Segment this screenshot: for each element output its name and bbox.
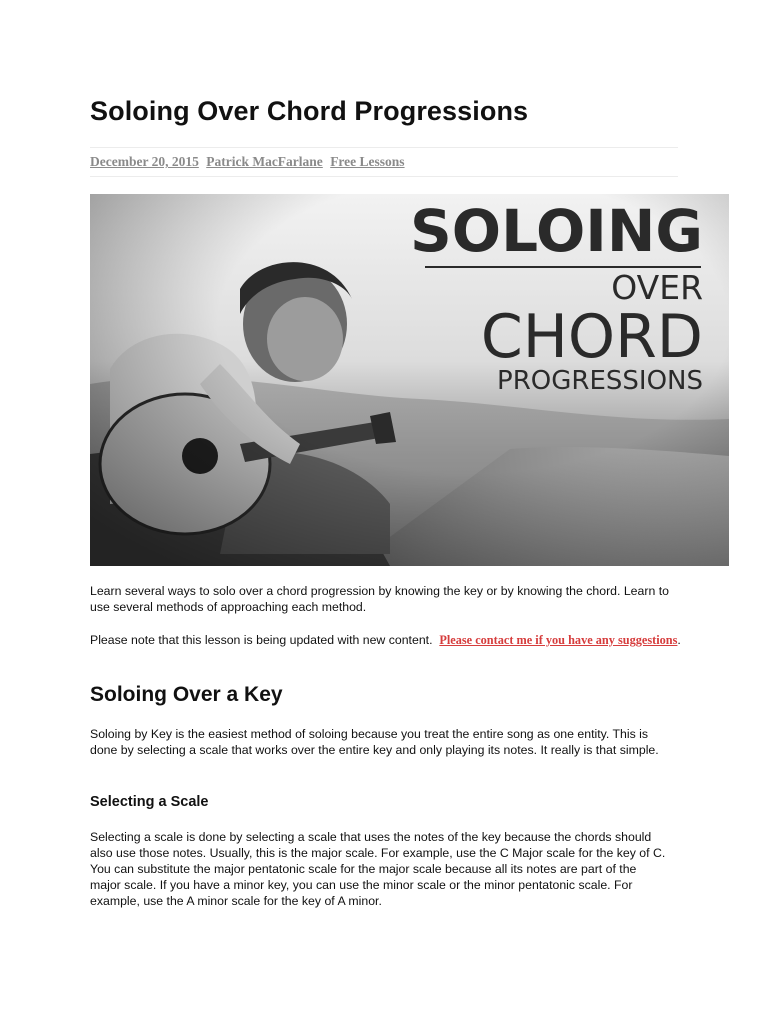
hero-title-line-1: SOLOING bbox=[409, 197, 703, 265]
contact-link[interactable]: Please contact me if you have any suggestions bbox=[439, 633, 678, 647]
section-paragraph-key: Soloing by Key is the easiest method of soloing because you treat the entire song as one entity. This is done by selecting a scale that works over the entire key and only playing its notes. It really is that simple. bbox=[90, 727, 659, 757]
subsection-paragraph-scale: Selecting a scale is done by selecting a scale that uses the notes of the key because the chords should also use those notes. Usually, this is the major scale. For example, use the C Major scale for the key of C. You can substitute the major pentatonic scale for the major scale because all its notes are part of the major scale. If you have a minor key, you can use the minor scale or the minor pentatonic scale. For example, use the A minor scale for the key of A minor. bbox=[90, 830, 666, 908]
subsection-heading-selecting-scale: Selecting a Scale bbox=[90, 794, 209, 810]
post-meta bbox=[90, 153, 409, 171]
hero-image bbox=[90, 194, 729, 566]
hero-title-line-2: OVER bbox=[611, 268, 703, 307]
hero-title-line-3: CHORD bbox=[480, 302, 703, 372]
hero-title-line-4: PROGRESSIONS bbox=[497, 366, 703, 396]
section-heading-soloing-over-key: Soloing Over a Key bbox=[90, 683, 283, 706]
update-note bbox=[90, 632, 690, 648]
update-note-text: Please note that this lesson is being updated with new content. bbox=[90, 633, 433, 647]
post-date-link[interactable]: December 20, 2015 bbox=[90, 154, 199, 169]
author-link[interactable]: Patrick MacFarlane bbox=[206, 154, 323, 169]
category-link[interactable]: Free Lessons bbox=[330, 154, 405, 169]
meta-divider-top bbox=[90, 147, 678, 148]
update-note-end: . bbox=[677, 633, 681, 647]
page-title: Soloing Over Chord Progressions bbox=[90, 96, 529, 126]
meta-divider-bottom bbox=[90, 176, 678, 177]
intro-paragraph: Learn several ways to solo over a chord progression by knowing the key or by knowing the chord. Learn to use several methods of approaching each method. bbox=[90, 584, 669, 614]
